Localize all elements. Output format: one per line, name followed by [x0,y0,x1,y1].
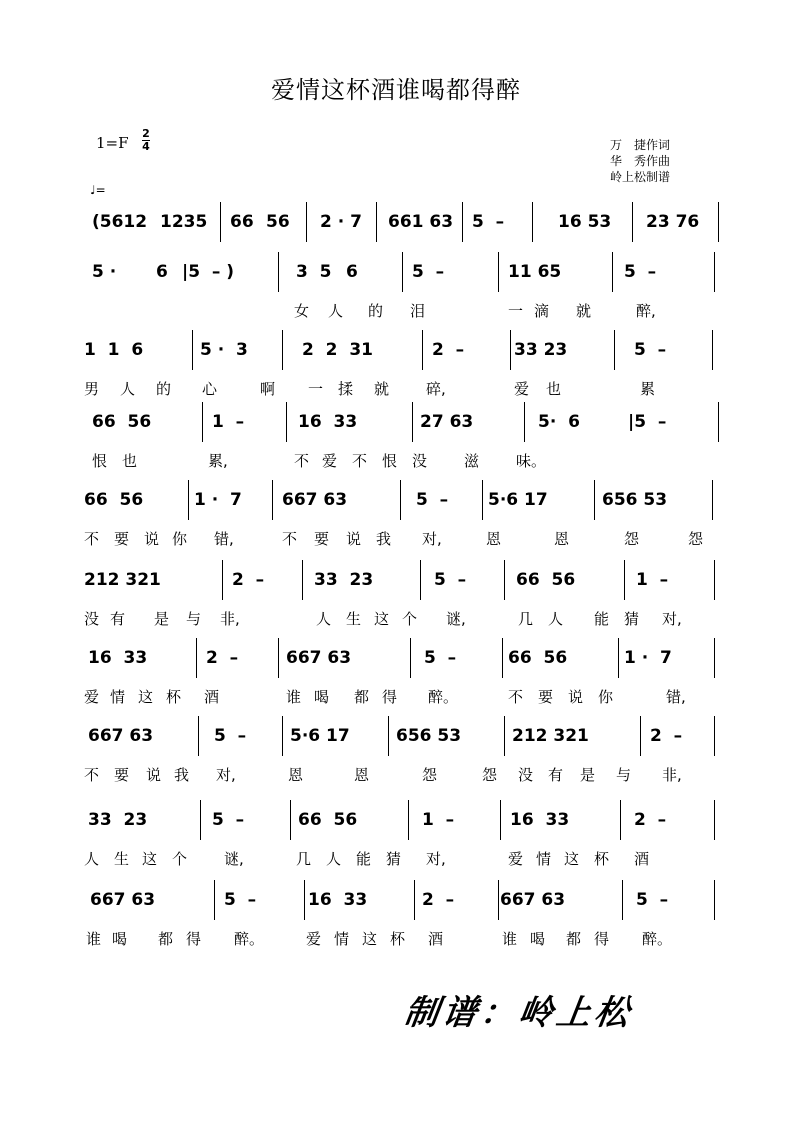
note-group: 2 · 7 [320,212,362,232]
lyric-syllable: 爱 [322,452,338,470]
lyric-syllable: 人 [120,380,136,398]
lyric-syllable: 女 [294,302,310,320]
note-group: 667 63 [500,890,566,910]
note-group: 66 [230,212,254,232]
barline [500,800,501,840]
note-group: 2 – [232,570,265,590]
lyric-syllable: 要 [538,688,554,706]
lyric-syllable: 生 [114,850,130,868]
barline [412,402,413,442]
note-group: 1 – [636,570,669,590]
note-group: 5 – [224,890,257,910]
lyric-syllable: 味。 [516,452,547,470]
note-group: 5 – [416,490,449,510]
barline [422,330,423,370]
note-group: (5612 [92,212,148,232]
note-group: 33 23 [514,340,568,360]
lyric-syllable: 非, [220,610,240,628]
time-signature [141,128,151,153]
barline [290,800,291,840]
note-group: 5 – [434,570,467,590]
lyric-syllable: 都 [566,930,582,948]
note-group: 661 63 [388,212,454,232]
note-group: 16 33 [88,648,148,668]
notation-line [84,726,724,756]
note-group: 16 33 [298,412,358,432]
note-group: 1 · 7 [624,648,672,668]
note-group: 1235 [160,212,208,232]
note-group: 2 2 31 [302,340,373,360]
lyric-syllable: 的 [368,302,384,320]
lyric-syllable: 情 [110,688,126,706]
lyric-syllable: 都 [354,688,370,706]
lyric-syllable: 恩 [354,766,370,784]
barline [214,880,215,920]
lyric-syllable: 几 [296,850,312,868]
transcriber-signature: 制谱：岭上松 [401,993,636,1033]
lyric-syllable: 说 [144,530,160,548]
barline [198,716,199,756]
barline [200,800,201,840]
barline [714,800,715,840]
barline [400,480,401,520]
barline [624,560,625,600]
lyric-syllable: 个 [402,610,418,628]
lyrics-line [84,848,724,870]
note-group: 3 5 [296,262,332,282]
notation-line [84,890,724,920]
note-group: 667 63 [282,490,348,510]
note-group: 5·6 17 [488,490,548,510]
lyric-syllable: 怨 [422,766,438,784]
lyric-syllable: 没 [518,766,534,784]
lyric-syllable: 错, [214,530,234,548]
lyric-syllable: 对, [662,610,682,628]
note-group: 33 23 [88,810,148,830]
lyrics-line [84,450,724,472]
note-group: 6 [156,262,168,282]
tempo-mark: ♩= [90,183,106,197]
lyric-syllable: 爱 [508,850,524,868]
barline [286,402,287,442]
lyric-syllable: 这 [564,850,580,868]
lyrics-line [84,608,724,630]
lyric-syllable: 人 [328,302,344,320]
lyric-syllable: 恩 [554,530,570,548]
lyric-syllable: 泪 [410,302,426,320]
lyrics-line [84,300,724,322]
lyric-syllable: 这 [138,688,154,706]
note-group: |5 – [628,412,667,432]
lyric-syllable: 一 [508,302,524,320]
notation-line [84,262,724,292]
barline [302,560,303,600]
key-signature: 1=F [96,134,129,152]
note-group: 5 – [634,340,667,360]
lyric-syllable: 猜 [624,610,640,628]
lyric-syllable: 恨 [382,452,398,470]
barline [304,880,305,920]
note-group: 5 – [624,262,657,282]
lyric-syllable: 这 [374,610,390,628]
lyric-syllable: 不 [84,766,100,784]
time-signature-top: 2 [142,127,150,140]
barline [188,480,189,520]
note-group: 27 63 [420,412,474,432]
lyric-syllable: 对, [422,530,442,548]
lyric-syllable: 谜, [446,610,466,628]
lyrics-line [84,764,724,786]
lyric-syllable: 爱 [514,380,530,398]
lyric-syllable: 恩 [486,530,502,548]
barline [282,716,283,756]
lyric-syllable: 人 [84,850,100,868]
note-group: 16 33 [308,890,368,910]
note-group: 5 · [92,262,117,282]
lyric-syllable: 也 [122,452,138,470]
lyric-syllable: 恨 [92,452,108,470]
barline [202,402,203,442]
notation-line [84,810,724,840]
lyric-syllable: 恩 [288,766,304,784]
note-group: 5 · 3 [200,340,248,360]
song-title: 爱情这杯酒谁喝都得醉 [271,76,521,104]
lyric-syllable: 喝 [530,930,546,948]
lyric-syllable: 与 [186,610,202,628]
barline [714,252,715,292]
barline [278,252,279,292]
note-group: 66 56 [92,412,152,432]
time-signature-bottom: 4 [142,140,150,153]
barline [612,252,613,292]
lyric-syllable: 喝 [314,688,330,706]
lyric-syllable: 累 [640,380,656,398]
lyric-syllable: 没 [84,610,100,628]
lyric-syllable: 怨 [482,766,498,784]
lyric-syllable: 爱 [84,688,100,706]
barline [196,638,197,678]
note-group: 212 321 [512,726,589,746]
lyric-syllable: 醉。 [642,930,673,948]
lyric-syllable: 谁 [86,930,102,948]
barline [718,202,719,242]
note-group: 5 – [424,648,457,668]
barline [614,330,615,370]
barline [306,202,307,242]
lyric-syllable: 情 [334,930,350,948]
barline [272,480,273,520]
lyric-syllable: 就 [374,380,390,398]
lyric-syllable: 猜 [386,850,402,868]
barline [524,402,525,442]
note-group: 56 [266,212,290,232]
lyric-syllable: 酒 [428,930,444,948]
lyric-syllable: 也 [546,380,562,398]
barline [278,638,279,678]
notation-line [84,212,724,242]
note-group: 6 [346,262,358,282]
lyric-syllable: 要 [114,530,130,548]
barline [282,330,283,370]
barline [594,480,595,520]
note-group: 212 321 [84,570,161,590]
lyric-syllable: 杯 [594,850,610,868]
barline [462,202,463,242]
lyric-syllable: 不 [282,530,298,548]
lyric-syllable: 没 [412,452,428,470]
lyric-syllable: 酒 [204,688,220,706]
barline [532,202,533,242]
notation-line [84,648,724,678]
barline [714,638,715,678]
barline [712,330,713,370]
lyric-syllable: 就 [576,302,592,320]
lyric-syllable: 醉, [636,302,656,320]
note-group: 656 53 [396,726,462,746]
lyric-syllable: 个 [172,850,188,868]
note-group: 5 – [636,890,669,910]
lyric-syllable: 杯 [390,930,406,948]
lyric-syllable: 不 [352,452,368,470]
barline [714,880,715,920]
lyric-syllable: 谜, [224,850,244,868]
note-group: 1 · 7 [194,490,242,510]
note-group: 11 65 [508,262,562,282]
barline [502,638,503,678]
credit-composer: 华 秀作曲 [610,154,671,168]
lyric-syllable: 对, [216,766,236,784]
lyric-syllable: 说 [146,766,162,784]
lyric-syllable: 有 [110,610,126,628]
barline [622,880,623,920]
lyric-syllable: 要 [314,530,330,548]
lyric-syllable: 得 [594,930,610,948]
lyric-syllable: 啊 [260,380,276,398]
barline [714,560,715,600]
note-group: 66 56 [516,570,576,590]
lyrics-line [84,928,724,950]
barline [402,252,403,292]
barline [222,560,223,600]
lyric-syllable: 得 [186,930,202,948]
lyric-syllable: 我 [174,766,190,784]
lyrics-line [84,528,724,550]
lyric-syllable: 我 [376,530,392,548]
lyric-syllable: 错, [666,688,686,706]
lyric-syllable: 能 [594,610,610,628]
note-group: 5· 6 [538,412,580,432]
note-group: 667 63 [286,648,352,668]
lyric-syllable: 累, [208,452,228,470]
note-group: 2 – [634,810,667,830]
lyric-syllable: 能 [356,850,372,868]
notation-line [84,490,724,520]
note-group: 2 – [432,340,465,360]
lyric-syllable: 几 [518,610,534,628]
note-group: 33 23 [314,570,374,590]
note-group: 667 63 [90,890,156,910]
note-group: 2 – [650,726,683,746]
note-group: 656 53 [602,490,668,510]
lyric-syllable: 杯 [166,688,182,706]
note-group: 1 – [422,810,455,830]
lyric-syllable: 人 [326,850,342,868]
lyric-syllable: 不 [508,688,524,706]
lyric-syllable: 揉 [338,380,354,398]
lyric-syllable: 你 [598,688,614,706]
lyric-syllable: 对, [426,850,446,868]
lyric-syllable: 这 [142,850,158,868]
barline [376,202,377,242]
barline [192,330,193,370]
barline [510,330,511,370]
lyric-syllable: 的 [156,380,172,398]
lyric-syllable: 有 [548,766,564,784]
note-group: 66 56 [508,648,568,668]
lyric-syllable: 男 [84,380,100,398]
lyric-syllable: 生 [346,610,362,628]
lyrics-line [84,686,724,708]
lyric-syllable: 滋 [464,452,480,470]
barline [712,480,713,520]
lyric-syllable: 不 [84,530,100,548]
note-group: 5 – [412,262,445,282]
lyric-syllable: 得 [382,688,398,706]
lyric-syllable: 喝 [112,930,128,948]
lyrics-line [84,378,724,400]
note-group: 2 – [206,648,239,668]
lyric-syllable: 非, [662,766,682,784]
note-group: 5 – [214,726,247,746]
lyric-syllable: 说 [568,688,584,706]
barline [504,560,505,600]
lyric-syllable: 你 [172,530,188,548]
lyric-syllable: 都 [158,930,174,948]
note-group: 5 – [472,212,505,232]
note-group: 1 – [212,412,245,432]
lyric-syllable: 与 [616,766,632,784]
note-group: 5·6 17 [290,726,350,746]
barline [410,638,411,678]
notation-line [84,412,724,442]
barline [620,800,621,840]
barline [632,202,633,242]
barline [414,880,415,920]
barline [388,716,389,756]
lyric-syllable: 谁 [286,688,302,706]
note-group: 66 56 [298,810,358,830]
barline [640,716,641,756]
barline [714,716,715,756]
notation-line [84,340,724,370]
barline [718,402,719,442]
lyric-syllable: 酒 [634,850,650,868]
note-group: 2 – [422,890,455,910]
lyric-syllable: 醉。 [428,688,459,706]
lyric-syllable: 滴 [534,302,550,320]
lyric-syllable: 人 [548,610,564,628]
barline [220,202,221,242]
barline [504,716,505,756]
lyric-syllable: 不 [294,452,310,470]
note-group: 66 56 [84,490,144,510]
note-group: 5 – [212,810,245,830]
lyric-syllable: 这 [362,930,378,948]
lyric-syllable: 情 [536,850,552,868]
lyric-syllable: 心 [202,380,218,398]
credit-transcriber: 岭上松制谱 [610,170,671,184]
lyric-syllable: 要 [114,766,130,784]
lyric-syllable: 是 [154,610,170,628]
credits [610,137,670,185]
lyric-syllable: 怨 [688,530,704,548]
lyric-syllable: 是 [580,766,596,784]
lyric-syllable: 一 [308,380,324,398]
barline [420,560,421,600]
lyric-syllable: 谁 [502,930,518,948]
lyric-syllable: 怨 [624,530,640,548]
notation-line [84,570,724,600]
lyric-syllable: 爱 [306,930,322,948]
note-group: 1 1 6 [84,340,144,360]
lyric-syllable: 碎, [426,380,446,398]
barline [498,252,499,292]
barline [618,638,619,678]
lyric-syllable: 醉。 [234,930,265,948]
note-group: 16 33 [510,810,570,830]
lyric-syllable: 说 [346,530,362,548]
credit-lyricist: 万 捷作词 [610,138,671,152]
lyric-syllable: 人 [316,610,332,628]
note-group: |5 – ) [182,262,235,282]
note-group: 23 76 [646,212,700,232]
note-group: 667 63 [88,726,154,746]
barline [408,800,409,840]
note-group: 16 53 [558,212,612,232]
barline [498,880,499,920]
barline [482,480,483,520]
